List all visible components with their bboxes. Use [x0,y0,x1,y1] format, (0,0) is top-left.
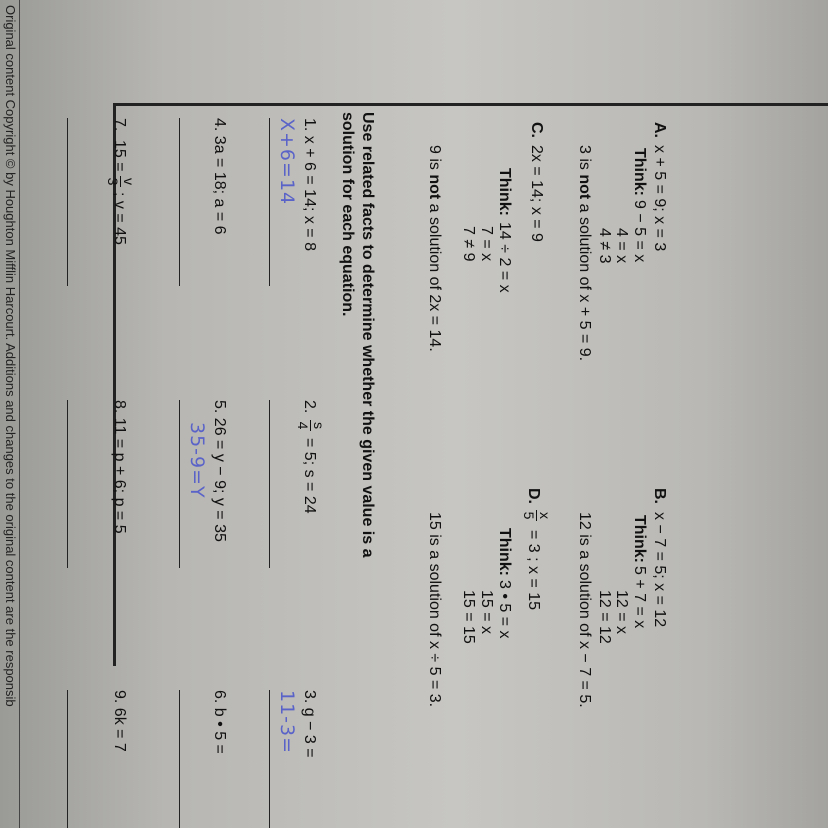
problem-7-num: 7. [111,118,128,132]
problem-2-answer-line [269,400,270,568]
example-c-equation: 2x = 14; x = 9 [528,145,545,242]
problem-6-answer-line [179,690,180,828]
problem-4-answer-line [179,118,180,286]
example-d-equation: = 3 ; x = 15 [525,530,542,611]
example-a-equation: x + 5 = 9; x = 3 [651,145,668,252]
example-d-line3: 15 = 15 [460,590,477,644]
problem-3: 3. g − 3 = [301,690,318,758]
problem-8: 8. 11 = p + 6; p = 5 [111,400,128,534]
problem-4: 4. 3a = 18; a = 6 [211,118,228,235]
example-a-label: A. [651,122,668,138]
example-b-think-line: 5 + 7 = x [631,566,648,629]
problem-1-answer-line [269,118,270,286]
example-c-line2: 7 = x [478,226,495,262]
example-c-think-label: Think: [496,168,513,216]
example-c-conclusion: 9 is not a solution of 2x = 14. [426,145,443,352]
example-c-line3: 7 ≠ 9 [460,226,477,262]
example-d-line2: 15 = x [478,590,495,635]
problem-7-answer-line [67,118,68,286]
problem-6: 6. b • 5 = [211,690,228,754]
instructions-line2: solution for each equation. [339,112,356,317]
problem-8-answer-line [67,400,68,568]
problem-7-text: ; v = 45 [111,192,128,245]
example-d-think-line: 3 • 5 = x [496,580,513,639]
example-a-think-label: Think: [631,148,648,196]
example-b-line3: 12 = 12 [596,590,613,644]
example-b-equation: x − 7 = 5; x = 12 [651,512,668,628]
instructions-line1: Use related facts to determine whether the given value is a [359,112,376,558]
problem-7-pre: 15 = [111,140,128,172]
example-d-think-label: Think: [496,528,513,576]
example-c-label: C. [528,122,545,138]
problem-9-answer-line [67,690,68,828]
problem-3-handwriting: 11-3= [276,690,298,755]
example-b-label: B. [651,488,668,504]
example-a-line3: 4 ≠ 3 [596,228,613,264]
example-c-think-line: 14 ÷ 2 = x [496,222,513,293]
problem-9: 9. 6k = 7 [111,690,128,752]
example-b-think-label: Think: [631,515,648,563]
example-a-conclusion: 3 is not a solution of x + 5 = 9. [576,145,593,362]
problem-2-fraction: s 4 [295,421,327,430]
example-b-conclusion: 12 is a solution of x − 7 = 5. [576,512,593,708]
problem-1-handwriting: X+6=14 [276,118,298,206]
copyright-notice: Original content Copyright © by Houghton Mifflin Harcourt. Additions and changes to the original content are the responsib [3,5,18,707]
example-d-conclusion: 15 is a solution of x ÷ 5 = 3. [426,512,443,708]
problem-3-answer-line [269,690,270,828]
footer-rule [19,0,20,828]
example-b-line2: 12 = x [613,590,630,635]
example-a-line2: 4 = x [613,228,630,264]
example-d-fraction: x 5 [521,511,553,520]
problem-2-num: 2. [301,400,318,414]
problem-1: 1. x + 6 = 14; x = 8 [301,118,318,251]
problem-2-text: = 5; s = 24 [301,438,318,514]
problem-5-answer-line [179,400,180,568]
problem-5: 5. 26 = y − 9; y = 35 [211,400,228,542]
problem-5-handwriting: 35-9=Y [186,422,208,499]
example-a-think-line: 9 − 5 = x [631,200,648,263]
problem-7-fraction: v 3 [105,177,137,186]
example-d-label: D. [525,488,542,504]
